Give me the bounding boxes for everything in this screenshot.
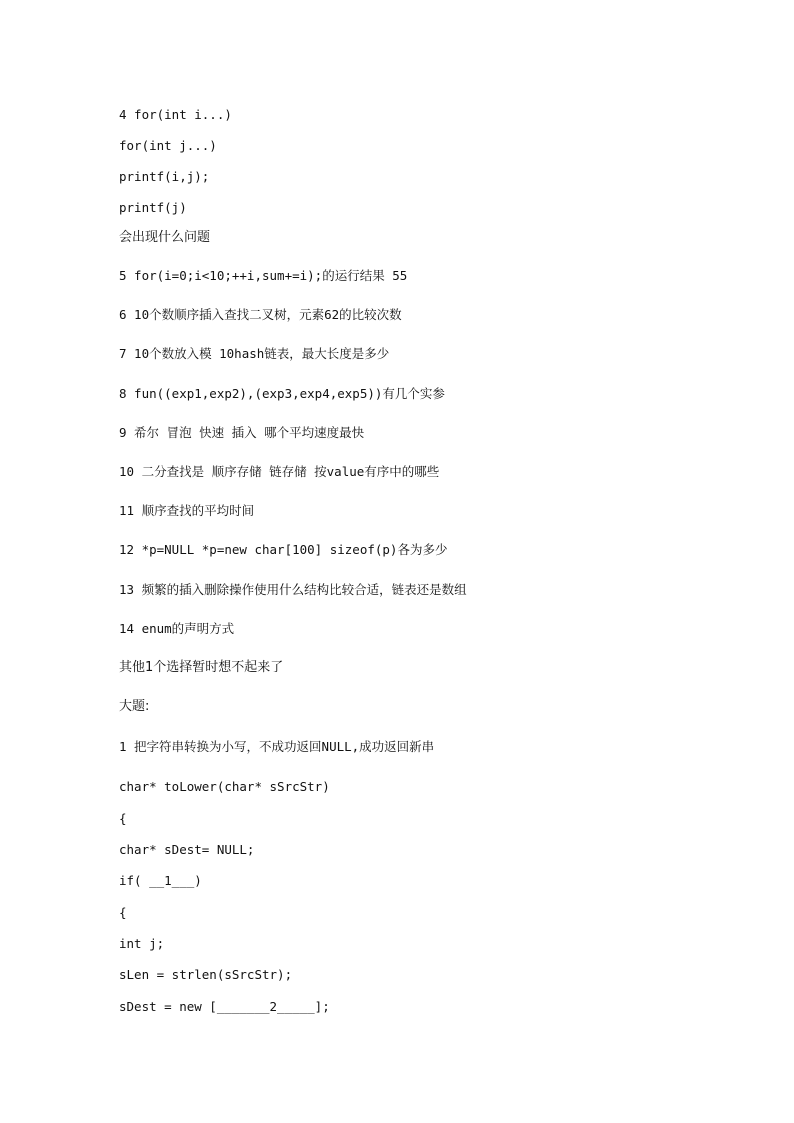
question-6: 6 10个数顺序插入查找二叉树，元素62的比较次数	[119, 307, 402, 322]
code-line-5: {	[119, 905, 127, 920]
question-4-line-4: printf(j)	[119, 200, 187, 215]
code-line-1: char* toLower(char* sSrcStr)	[119, 779, 330, 794]
question-7: 7 10个数放入模 10hash链表，最大长度是多少	[119, 346, 390, 361]
section-heading: 大题:	[119, 699, 150, 714]
question-5: 5 for(i=0;i<10;++i,sum+=i);的运行结果 55	[119, 268, 408, 283]
question-13: 13 频繁的插入删除操作使用什么结构比较合适，链表还是数组	[119, 582, 467, 597]
other-note: 其他1个选择暂时想不起来了	[119, 660, 284, 675]
question-9: 9 希尔 冒泡 快速 插入 哪个平均速度最快	[119, 425, 365, 440]
question-4-line-1: 4 for(int i...)	[119, 107, 232, 122]
question-8: 8 fun((exp1,exp2),(exp3,exp4,exp5))有几个实参	[119, 386, 445, 401]
code-line-3: char* sDest= NULL;	[119, 842, 255, 857]
code-line-6: int j;	[119, 936, 165, 951]
question-10: 10 二分查找是 顺序存储 链存储 按value有序中的哪些	[119, 464, 440, 479]
question-4-line-2: for(int j...)	[119, 138, 217, 153]
code-line-8: sDest = new [_______2_____];	[119, 999, 330, 1014]
code-line-2: {	[119, 811, 127, 826]
big-question-1: 1 把字符串转换为小写，不成功返回NULL,成功返回新串	[119, 739, 435, 754]
code-line-4: if( __1___)	[119, 873, 202, 888]
question-12: 12 *p=NULL *p=new char[100] sizeof(p)各为多少	[119, 542, 448, 557]
code-line-7: sLen = strlen(sSrcStr);	[119, 967, 293, 982]
question-14: 14 enum的声明方式	[119, 621, 235, 636]
question-4-line-3: printf(i,j);	[119, 169, 210, 184]
question-11: 11 顺序查找的平均时间	[119, 503, 255, 518]
question-4-prompt: 会出现什么问题	[119, 230, 211, 245]
